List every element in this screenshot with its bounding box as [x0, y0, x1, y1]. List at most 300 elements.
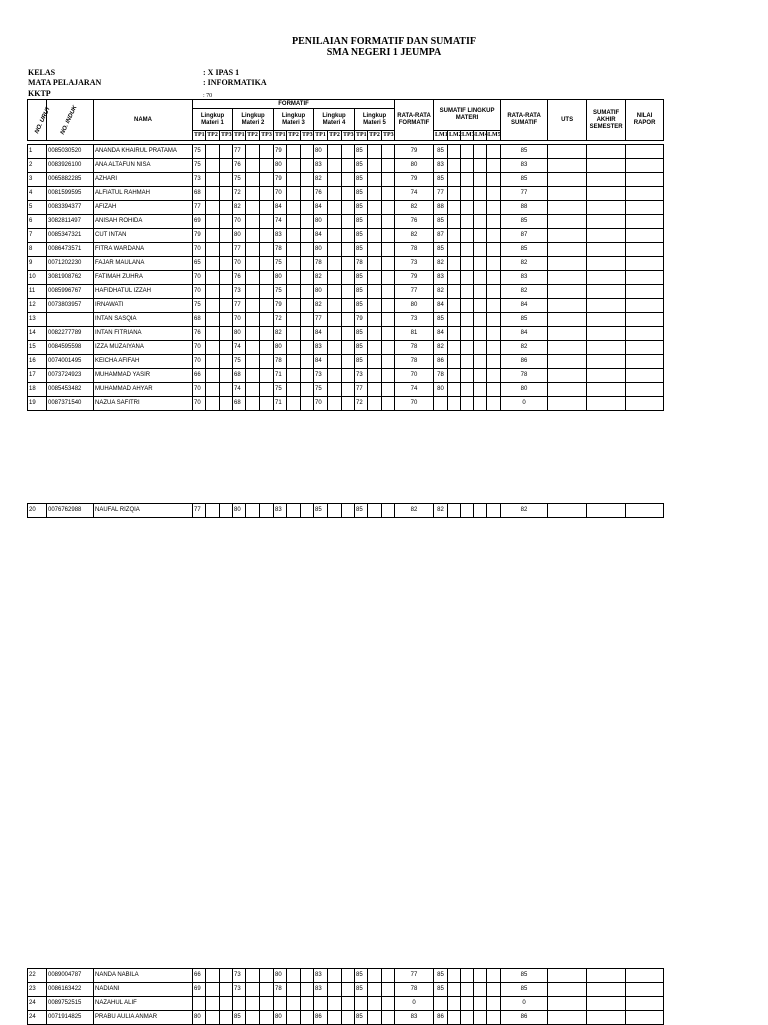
cell-m1[interactable]: 70	[193, 341, 206, 355]
cell-empty[interactable]	[260, 313, 274, 327]
cell-empty[interactable]	[206, 369, 220, 383]
cell-rs[interactable]: 77	[501, 187, 548, 201]
cell-empty[interactable]	[342, 397, 355, 411]
cell-empty[interactable]	[246, 215, 260, 229]
cell-empty[interactable]	[246, 383, 260, 397]
cell-nama[interactable]: MUHAMMAD YASIR	[94, 369, 193, 383]
cell-empty[interactable]	[220, 145, 233, 159]
cell-empty[interactable]	[260, 285, 274, 299]
cell-lm1[interactable]: 88	[434, 201, 448, 215]
cell-empty[interactable]	[548, 397, 587, 411]
cell-nama[interactable]: ANA ALTAFUN NISA	[94, 159, 193, 173]
cell-empty[interactable]	[382, 285, 395, 299]
cell-induk[interactable]: 0071202230	[47, 257, 94, 271]
cell-m1[interactable]: 70	[193, 285, 206, 299]
cell-empty[interactable]	[301, 159, 314, 173]
cell-m1[interactable]: 66	[193, 969, 206, 983]
cell-empty[interactable]	[626, 383, 664, 397]
cell-empty[interactable]	[301, 369, 314, 383]
cell-empty[interactable]	[474, 341, 487, 355]
cell-m1[interactable]: 77	[193, 504, 206, 518]
cell-empty[interactable]	[626, 159, 664, 173]
cell-rs[interactable]: 85	[501, 313, 548, 327]
cell-empty[interactable]	[474, 257, 487, 271]
cell-empty[interactable]	[260, 173, 274, 187]
cell-induk[interactable]: 0081599595	[47, 187, 94, 201]
cell-empty[interactable]	[206, 229, 220, 243]
cell-empty[interactable]	[260, 299, 274, 313]
cell-empty[interactable]	[382, 504, 395, 518]
cell-m2[interactable]: 80	[233, 504, 246, 518]
cell-empty[interactable]	[342, 997, 355, 1011]
cell-induk[interactable]: 0085453482	[47, 383, 94, 397]
cell-rs[interactable]: 84	[501, 299, 548, 313]
cell-no[interactable]: 1	[28, 145, 47, 159]
cell-empty[interactable]	[587, 145, 626, 159]
cell-m2[interactable]: 72	[233, 187, 246, 201]
cell-empty[interactable]	[448, 229, 461, 243]
cell-empty[interactable]	[246, 1011, 260, 1025]
cell-empty[interactable]	[474, 504, 487, 518]
cell-empty[interactable]	[287, 271, 301, 285]
cell-m5[interactable]: 85	[355, 215, 368, 229]
cell-rf[interactable]: 81	[395, 327, 434, 341]
cell-empty[interactable]	[382, 299, 395, 313]
cell-m5[interactable]: 78	[355, 257, 368, 271]
cell-empty[interactable]	[548, 145, 587, 159]
cell-empty[interactable]	[382, 173, 395, 187]
cell-m2[interactable]: 68	[233, 397, 246, 411]
cell-empty[interactable]	[382, 145, 395, 159]
cell-empty[interactable]	[368, 145, 382, 159]
cell-empty[interactable]	[328, 271, 342, 285]
cell-empty[interactable]	[368, 159, 382, 173]
cell-empty[interactable]	[301, 327, 314, 341]
cell-lm1[interactable]: 85	[434, 983, 448, 997]
cell-empty[interactable]	[474, 383, 487, 397]
cell-rf[interactable]: 82	[395, 201, 434, 215]
cell-nama[interactable]: PRABU AULIA ANMAR	[94, 1011, 193, 1025]
cell-m1[interactable]: 76	[193, 327, 206, 341]
cell-m5[interactable]: 85	[355, 299, 368, 313]
cell-empty[interactable]	[382, 257, 395, 271]
cell-empty[interactable]	[287, 159, 301, 173]
cell-empty[interactable]	[548, 299, 587, 313]
cell-m5[interactable]: 85	[355, 187, 368, 201]
cell-empty[interactable]	[301, 229, 314, 243]
cell-empty[interactable]	[461, 504, 474, 518]
cell-empty[interactable]	[474, 313, 487, 327]
cell-lm1[interactable]: 78	[434, 369, 448, 383]
cell-empty[interactable]	[487, 397, 501, 411]
cell-nama[interactable]: AFIZAH	[94, 201, 193, 215]
cell-m2[interactable]	[233, 997, 246, 1011]
cell-empty[interactable]	[368, 201, 382, 215]
cell-m2[interactable]: 70	[233, 313, 246, 327]
cell-empty[interactable]	[260, 383, 274, 397]
cell-no[interactable]: 8	[28, 243, 47, 257]
cell-m5[interactable]: 73	[355, 369, 368, 383]
cell-m5[interactable]: 85	[355, 1011, 368, 1025]
cell-empty[interactable]	[260, 341, 274, 355]
cell-nama[interactable]: NAUFAL RIZQIA	[94, 504, 193, 518]
cell-empty[interactable]	[587, 187, 626, 201]
cell-empty[interactable]	[487, 997, 501, 1011]
cell-empty[interactable]	[382, 215, 395, 229]
cell-empty[interactable]	[548, 229, 587, 243]
cell-empty[interactable]	[301, 983, 314, 997]
cell-m3[interactable]: 80	[274, 969, 287, 983]
cell-empty[interactable]	[487, 215, 501, 229]
cell-induk[interactable]: 0083926100	[47, 159, 94, 173]
cell-m2[interactable]: 74	[233, 383, 246, 397]
cell-rf[interactable]: 79	[395, 271, 434, 285]
cell-empty[interactable]	[461, 187, 474, 201]
cell-empty[interactable]	[328, 383, 342, 397]
cell-rf[interactable]: 74	[395, 187, 434, 201]
cell-empty[interactable]	[328, 299, 342, 313]
cell-empty[interactable]	[448, 271, 461, 285]
cell-m4[interactable]: 83	[314, 969, 328, 983]
cell-m1[interactable]: 70	[193, 383, 206, 397]
cell-rf[interactable]: 78	[395, 355, 434, 369]
cell-empty[interactable]	[301, 397, 314, 411]
cell-empty[interactable]	[382, 187, 395, 201]
cell-no[interactable]: 19	[28, 397, 47, 411]
cell-empty[interactable]	[206, 327, 220, 341]
cell-no[interactable]: 10	[28, 271, 47, 285]
cell-m3[interactable]: 83	[274, 504, 287, 518]
cell-empty[interactable]	[342, 215, 355, 229]
cell-empty[interactable]	[328, 215, 342, 229]
cell-lm1[interactable]: 87	[434, 229, 448, 243]
cell-m1[interactable]: 79	[193, 229, 206, 243]
cell-empty[interactable]	[587, 159, 626, 173]
cell-empty[interactable]	[328, 341, 342, 355]
cell-empty[interactable]	[368, 969, 382, 983]
cell-empty[interactable]	[587, 313, 626, 327]
cell-empty[interactable]	[328, 327, 342, 341]
cell-empty[interactable]	[342, 369, 355, 383]
cell-empty[interactable]	[220, 243, 233, 257]
cell-empty[interactable]	[206, 145, 220, 159]
cell-m5[interactable]: 85	[355, 173, 368, 187]
cell-empty[interactable]	[260, 1011, 274, 1025]
cell-empty[interactable]	[287, 243, 301, 257]
cell-empty[interactable]	[382, 369, 395, 383]
cell-empty[interactable]	[342, 313, 355, 327]
cell-empty[interactable]	[474, 983, 487, 997]
cell-empty[interactable]	[448, 983, 461, 997]
cell-empty[interactable]	[206, 215, 220, 229]
cell-empty[interactable]	[487, 969, 501, 983]
cell-empty[interactable]	[474, 397, 487, 411]
cell-m1[interactable]: 70	[193, 271, 206, 285]
cell-empty[interactable]	[260, 145, 274, 159]
cell-induk[interactable]: 0086163422	[47, 983, 94, 997]
cell-empty[interactable]	[368, 229, 382, 243]
cell-lm1[interactable]: 83	[434, 159, 448, 173]
cell-empty[interactable]	[368, 397, 382, 411]
cell-empty[interactable]	[220, 327, 233, 341]
cell-m4[interactable]: 80	[314, 285, 328, 299]
cell-lm1[interactable]	[434, 397, 448, 411]
cell-empty[interactable]	[461, 243, 474, 257]
cell-empty[interactable]	[368, 1011, 382, 1025]
cell-m5[interactable]: 77	[355, 383, 368, 397]
cell-m3[interactable]	[274, 997, 287, 1011]
cell-induk[interactable]: 3081908762	[47, 271, 94, 285]
cell-m1[interactable]: 68	[193, 313, 206, 327]
cell-empty[interactable]	[548, 313, 587, 327]
cell-rs[interactable]: 83	[501, 159, 548, 173]
cell-empty[interactable]	[587, 341, 626, 355]
cell-empty[interactable]	[328, 997, 342, 1011]
cell-empty[interactable]	[368, 313, 382, 327]
cell-m3[interactable]: 79	[274, 173, 287, 187]
cell-empty[interactable]	[474, 327, 487, 341]
cell-empty[interactable]	[328, 504, 342, 518]
cell-empty[interactable]	[220, 341, 233, 355]
cell-empty[interactable]	[382, 341, 395, 355]
cell-empty[interactable]	[328, 173, 342, 187]
cell-empty[interactable]	[626, 504, 664, 518]
cell-rs[interactable]: 78	[501, 369, 548, 383]
cell-empty[interactable]	[587, 215, 626, 229]
cell-empty[interactable]	[461, 145, 474, 159]
cell-empty[interactable]	[548, 257, 587, 271]
cell-empty[interactable]	[382, 201, 395, 215]
cell-empty[interactable]	[587, 383, 626, 397]
cell-empty[interactable]	[368, 383, 382, 397]
cell-empty[interactable]	[448, 355, 461, 369]
cell-empty[interactable]	[474, 229, 487, 243]
cell-empty[interactable]	[246, 145, 260, 159]
cell-empty[interactable]	[382, 313, 395, 327]
cell-empty[interactable]	[206, 257, 220, 271]
cell-empty[interactable]	[382, 969, 395, 983]
cell-empty[interactable]	[487, 173, 501, 187]
cell-m2[interactable]: 68	[233, 369, 246, 383]
cell-m3[interactable]: 71	[274, 397, 287, 411]
cell-rs[interactable]: 85	[501, 173, 548, 187]
cell-empty[interactable]	[587, 173, 626, 187]
cell-empty[interactable]	[220, 997, 233, 1011]
cell-m3[interactable]: 80	[274, 1011, 287, 1025]
cell-rs[interactable]: 0	[501, 997, 548, 1011]
cell-nama[interactable]: NADIANI	[94, 983, 193, 997]
cell-m2[interactable]: 85	[233, 1011, 246, 1025]
cell-empty[interactable]	[548, 1011, 587, 1025]
cell-m3[interactable]: 70	[274, 187, 287, 201]
cell-lm1[interactable]: 83	[434, 271, 448, 285]
cell-lm1[interactable]: 85	[434, 173, 448, 187]
cell-empty[interactable]	[626, 187, 664, 201]
cell-empty[interactable]	[342, 159, 355, 173]
cell-empty[interactable]	[448, 215, 461, 229]
cell-empty[interactable]	[448, 285, 461, 299]
cell-m2[interactable]: 77	[233, 299, 246, 313]
cell-nama[interactable]: MUHAMMAD AHYAR	[94, 383, 193, 397]
cell-empty[interactable]	[382, 243, 395, 257]
cell-empty[interactable]	[487, 504, 501, 518]
cell-rf[interactable]: 78	[395, 341, 434, 355]
cell-induk[interactable]: 3082811497	[47, 215, 94, 229]
cell-empty[interactable]	[474, 145, 487, 159]
cell-empty[interactable]	[626, 969, 664, 983]
cell-empty[interactable]	[260, 257, 274, 271]
cell-empty[interactable]	[487, 327, 501, 341]
cell-empty[interactable]	[301, 257, 314, 271]
cell-no[interactable]: 7	[28, 229, 47, 243]
cell-nama[interactable]: HAFIDHATUL IZZAH	[94, 285, 193, 299]
cell-empty[interactable]	[487, 145, 501, 159]
cell-empty[interactable]	[487, 313, 501, 327]
cell-rs[interactable]: 86	[501, 1011, 548, 1025]
cell-empty[interactable]	[246, 257, 260, 271]
cell-rs[interactable]: 0	[501, 397, 548, 411]
cell-rf[interactable]: 70	[395, 369, 434, 383]
cell-m5[interactable]: 85	[355, 145, 368, 159]
cell-lm1[interactable]: 82	[434, 504, 448, 518]
cell-empty[interactable]	[548, 997, 587, 1011]
cell-empty[interactable]	[626, 355, 664, 369]
cell-empty[interactable]	[260, 327, 274, 341]
cell-empty[interactable]	[328, 159, 342, 173]
cell-nama[interactable]: KEICHA AFIFAH	[94, 355, 193, 369]
cell-m3[interactable]: 79	[274, 145, 287, 159]
cell-empty[interactable]	[487, 243, 501, 257]
cell-empty[interactable]	[301, 187, 314, 201]
cell-no[interactable]: 16	[28, 355, 47, 369]
cell-m1[interactable]: 75	[193, 145, 206, 159]
cell-m4[interactable]: 82	[314, 173, 328, 187]
cell-empty[interactable]	[382, 159, 395, 173]
cell-m5[interactable]: 85	[355, 504, 368, 518]
cell-no[interactable]: 24	[28, 1011, 47, 1025]
cell-empty[interactable]	[260, 355, 274, 369]
cell-empty[interactable]	[206, 201, 220, 215]
cell-empty[interactable]	[368, 187, 382, 201]
cell-empty[interactable]	[626, 285, 664, 299]
cell-empty[interactable]	[626, 229, 664, 243]
cell-empty[interactable]	[626, 313, 664, 327]
cell-induk[interactable]: 0071914825	[47, 1011, 94, 1025]
cell-m3[interactable]: 71	[274, 369, 287, 383]
cell-m1[interactable]: 75	[193, 159, 206, 173]
cell-empty[interactable]	[206, 397, 220, 411]
cell-empty[interactable]	[368, 997, 382, 1011]
cell-empty[interactable]	[342, 145, 355, 159]
cell-lm1[interactable]: 82	[434, 341, 448, 355]
cell-empty[interactable]	[301, 1011, 314, 1025]
cell-empty[interactable]	[328, 969, 342, 983]
cell-induk[interactable]: 0089004787	[47, 969, 94, 983]
cell-lm1[interactable]: 82	[434, 285, 448, 299]
cell-empty[interactable]	[461, 201, 474, 215]
cell-empty[interactable]	[474, 215, 487, 229]
cell-empty[interactable]	[548, 187, 587, 201]
cell-empty[interactable]	[461, 369, 474, 383]
cell-no[interactable]: 14	[28, 327, 47, 341]
cell-empty[interactable]	[382, 355, 395, 369]
cell-empty[interactable]	[587, 229, 626, 243]
cell-empty[interactable]	[461, 341, 474, 355]
cell-empty[interactable]	[548, 383, 587, 397]
cell-m4[interactable]: 76	[314, 187, 328, 201]
cell-m2[interactable]: 76	[233, 271, 246, 285]
cell-empty[interactable]	[587, 983, 626, 997]
cell-empty[interactable]	[587, 201, 626, 215]
cell-m3[interactable]: 80	[274, 159, 287, 173]
cell-lm1[interactable]: 84	[434, 299, 448, 313]
cell-m1[interactable]: 80	[193, 1011, 206, 1025]
cell-m3[interactable]: 72	[274, 313, 287, 327]
cell-m4[interactable]: 78	[314, 257, 328, 271]
cell-empty[interactable]	[548, 969, 587, 983]
cell-empty[interactable]	[448, 243, 461, 257]
cell-induk[interactable]: 0086473571	[47, 243, 94, 257]
cell-m1[interactable]: 65	[193, 257, 206, 271]
cell-empty[interactable]	[368, 355, 382, 369]
cell-empty[interactable]	[301, 271, 314, 285]
cell-empty[interactable]	[246, 983, 260, 997]
cell-no[interactable]: 12	[28, 299, 47, 313]
cell-empty[interactable]	[260, 504, 274, 518]
cell-rf[interactable]: 73	[395, 257, 434, 271]
cell-lm1[interactable]: 84	[434, 327, 448, 341]
cell-empty[interactable]	[246, 313, 260, 327]
cell-empty[interactable]	[626, 299, 664, 313]
cell-empty[interactable]	[461, 983, 474, 997]
cell-rf[interactable]: 80	[395, 299, 434, 313]
cell-empty[interactable]	[382, 271, 395, 285]
cell-empty[interactable]	[382, 997, 395, 1011]
cell-empty[interactable]	[328, 397, 342, 411]
cell-empty[interactable]	[260, 187, 274, 201]
cell-rf[interactable]: 78	[395, 983, 434, 997]
cell-empty[interactable]	[548, 271, 587, 285]
cell-m4[interactable]: 70	[314, 397, 328, 411]
cell-m3[interactable]: 78	[274, 243, 287, 257]
cell-empty[interactable]	[548, 504, 587, 518]
cell-empty[interactable]	[328, 285, 342, 299]
cell-induk[interactable]: 0089752515	[47, 997, 94, 1011]
cell-rs[interactable]: 82	[501, 504, 548, 518]
cell-empty[interactable]	[448, 187, 461, 201]
cell-empty[interactable]	[461, 355, 474, 369]
cell-empty[interactable]	[474, 969, 487, 983]
cell-empty[interactable]	[246, 369, 260, 383]
cell-empty[interactable]	[474, 997, 487, 1011]
cell-empty[interactable]	[220, 215, 233, 229]
cell-empty[interactable]	[328, 145, 342, 159]
cell-empty[interactable]	[461, 327, 474, 341]
cell-empty[interactable]	[548, 215, 587, 229]
cell-m3[interactable]: 78	[274, 355, 287, 369]
cell-empty[interactable]	[342, 173, 355, 187]
cell-m3[interactable]: 78	[274, 983, 287, 997]
cell-induk[interactable]: 0082277789	[47, 327, 94, 341]
cell-empty[interactable]	[487, 229, 501, 243]
cell-empty[interactable]	[626, 145, 664, 159]
cell-empty[interactable]	[287, 327, 301, 341]
cell-empty[interactable]	[487, 341, 501, 355]
cell-empty[interactable]	[461, 397, 474, 411]
cell-nama[interactable]: IRNAWATI	[94, 299, 193, 313]
cell-empty[interactable]	[448, 201, 461, 215]
cell-empty[interactable]	[548, 285, 587, 299]
